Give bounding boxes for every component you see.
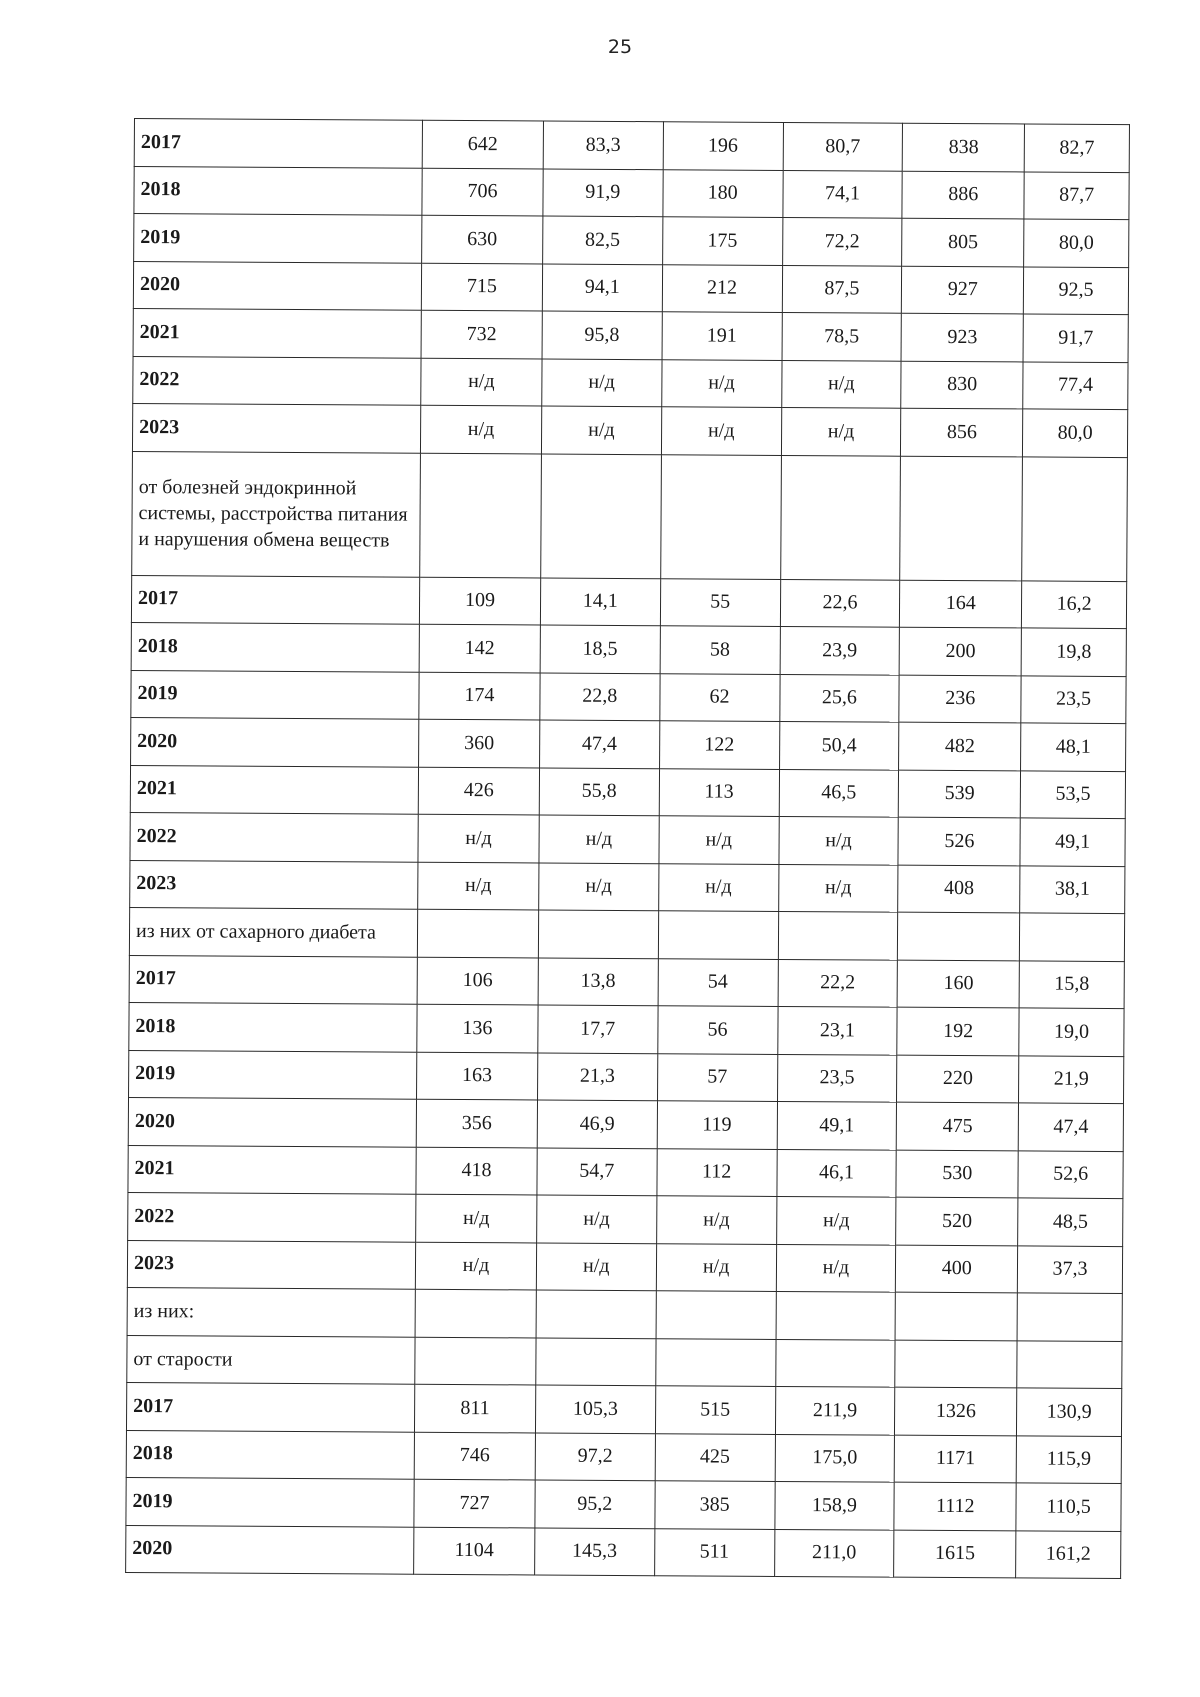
table-cell: 1112	[894, 1482, 1016, 1530]
table-cell: 48,1	[1021, 723, 1126, 771]
row-year-label: 2018	[131, 622, 419, 671]
table-cell: 74,1	[782, 170, 902, 218]
table-cell: 49,1	[1020, 818, 1125, 866]
table-row	[133, 308, 1128, 362]
row-year-label: 2018	[134, 166, 422, 215]
table-row	[130, 860, 1125, 914]
table-row	[131, 575, 1126, 629]
table-cell: 87,7	[1024, 171, 1129, 219]
table-cell: 856	[901, 408, 1023, 456]
table-cell: 174	[419, 672, 540, 720]
row-year-label: 2017	[131, 575, 419, 624]
table-cell: 630	[422, 215, 543, 263]
table-row	[133, 356, 1128, 410]
table-cell: 105,3	[535, 1385, 655, 1433]
table-cell: н/д	[541, 406, 661, 454]
table-cell: 95,8	[542, 311, 662, 359]
table-cell: 164	[900, 580, 1022, 628]
table-cell: 119	[657, 1101, 777, 1149]
table-cell: 732	[421, 310, 542, 358]
row-year-label: 2023	[127, 1240, 415, 1289]
table-cell: 55,8	[539, 767, 659, 815]
table-cell: 426	[418, 767, 539, 815]
table-row	[134, 166, 1129, 220]
table-row	[126, 1477, 1121, 1531]
table-cell: н/д	[658, 863, 778, 911]
row-year-label: 2019	[126, 1477, 414, 1526]
table-cell: 25,6	[779, 674, 899, 722]
row-year-label: 2018	[129, 1002, 417, 1051]
table-cell: 196	[663, 122, 783, 170]
table-row	[128, 1192, 1123, 1246]
table-cell: н/д	[661, 407, 781, 455]
table-cell: 57	[657, 1053, 777, 1101]
empty-cell	[780, 455, 901, 580]
table-cell: 80,7	[783, 122, 903, 170]
empty-cell	[658, 911, 778, 959]
section-row	[132, 451, 1128, 581]
table-row	[132, 403, 1127, 457]
table-cell: 106	[417, 957, 538, 1005]
table-cell: 115,9	[1016, 1435, 1121, 1483]
table-row	[131, 717, 1126, 771]
section-label: из них от сахарного диабета	[129, 907, 417, 956]
table-row	[131, 670, 1126, 724]
table-cell: н/д	[542, 358, 662, 406]
row-year-label: 2017	[126, 1382, 414, 1431]
table-cell: 220	[897, 1055, 1019, 1103]
row-year-label: 2021	[133, 308, 421, 357]
empty-cell	[778, 911, 898, 959]
table-cell: 94,1	[542, 263, 662, 311]
table-cell: н/д	[661, 359, 781, 407]
row-year-label: 2022	[128, 1192, 416, 1241]
table-row	[129, 955, 1124, 1009]
table-cell: 805	[902, 218, 1024, 266]
table-cell: 15,8	[1019, 960, 1124, 1008]
table-cell: 180	[663, 169, 783, 217]
table-cell: 38,1	[1020, 865, 1125, 913]
table-cell: 83,3	[543, 121, 663, 169]
table-cell: 23,9	[780, 626, 900, 674]
table-row	[130, 765, 1125, 819]
table-cell: 23,5	[777, 1054, 897, 1102]
table-cell: 161,2	[1016, 1530, 1121, 1578]
table-row	[126, 1525, 1121, 1579]
table-cell: 482	[899, 722, 1021, 770]
table-cell: 97,2	[535, 1432, 655, 1480]
table-cell: 91,9	[543, 168, 663, 216]
table-cell: 62	[660, 673, 780, 721]
table-cell: 19,0	[1019, 1008, 1124, 1056]
table-row	[127, 1240, 1122, 1294]
table-cell: 886	[902, 171, 1024, 219]
table-cell: 425	[655, 1433, 775, 1481]
empty-cell	[656, 1291, 776, 1339]
table-cell: 16,2	[1022, 580, 1127, 628]
table-cell: н/д	[415, 1242, 536, 1290]
table-cell: 408	[898, 865, 1020, 913]
empty-cell	[895, 1340, 1017, 1388]
table-cell: 515	[655, 1386, 775, 1434]
empty-cell	[655, 1338, 775, 1386]
table-row	[134, 214, 1129, 268]
row-year-label: 2022	[130, 812, 418, 861]
table-cell: 17,7	[538, 1005, 658, 1053]
empty-cell	[900, 456, 1023, 581]
table-cell: н/д	[776, 1196, 896, 1244]
row-year-label: 2017	[129, 955, 417, 1004]
table-cell: н/д	[659, 816, 779, 864]
table-cell: 236	[899, 675, 1021, 723]
table-cell: 14,1	[540, 577, 660, 625]
table-cell: 22,8	[540, 672, 660, 720]
table-cell: 838	[903, 123, 1025, 171]
empty-cell	[898, 912, 1020, 960]
table-row	[128, 1097, 1123, 1151]
table-cell: 1171	[895, 1435, 1017, 1483]
table-cell: 727	[414, 1479, 535, 1527]
table-cell: 46,1	[776, 1149, 896, 1197]
table-cell: н/д	[421, 358, 542, 406]
table-row	[129, 1002, 1124, 1056]
row-year-label: 2020	[131, 717, 419, 766]
table-cell: 80,0	[1023, 409, 1128, 457]
table-cell: 356	[416, 1099, 537, 1147]
row-year-label: 2021	[128, 1145, 416, 1194]
section-label: из них:	[127, 1287, 415, 1336]
table-cell: 715	[421, 263, 542, 311]
table-cell: н/д	[418, 862, 539, 910]
empty-cell	[415, 1337, 536, 1385]
table-cell: 360	[419, 719, 540, 767]
table-cell: н/д	[778, 816, 898, 864]
table-cell: 418	[416, 1147, 537, 1195]
table-cell: 23,1	[777, 1006, 897, 1054]
table-cell: 923	[901, 313, 1023, 361]
empty-cell	[415, 1289, 536, 1337]
table-cell: 160	[897, 960, 1019, 1008]
table-cell: 82,7	[1024, 124, 1129, 172]
table-row	[134, 119, 1129, 173]
table-cell: н/д	[539, 815, 659, 863]
table-cell: 175,0	[775, 1434, 895, 1482]
empty-cell	[775, 1339, 895, 1387]
table-cell: 110,5	[1016, 1483, 1121, 1531]
table-cell: 830	[901, 361, 1023, 409]
table-cell: 91,7	[1023, 314, 1128, 362]
section-row	[129, 907, 1124, 961]
table-cell: 112	[657, 1148, 777, 1196]
table-cell: 811	[414, 1384, 535, 1432]
row-year-label: 2020	[126, 1525, 414, 1574]
table-cell: 200	[899, 627, 1021, 675]
table-cell: 145,3	[534, 1527, 654, 1575]
table-cell: н/д	[418, 814, 539, 862]
table-cell: н/д	[781, 360, 901, 408]
table-cell: 520	[896, 1197, 1018, 1245]
table-cell: 56	[657, 1006, 777, 1054]
empty-cell	[1020, 913, 1125, 961]
table-cell: 211,9	[775, 1386, 895, 1434]
table-cell: 52,6	[1018, 1150, 1123, 1198]
table-cell: 526	[898, 817, 1020, 865]
table-row	[133, 261, 1128, 315]
section-row	[127, 1335, 1122, 1389]
table-cell: 136	[417, 1004, 538, 1052]
table-cell: 50,4	[779, 721, 899, 769]
statistics-table	[125, 118, 1130, 1579]
table-cell: 46,9	[537, 1100, 657, 1148]
table-cell: н/д	[416, 1194, 537, 1242]
table-row	[130, 812, 1125, 866]
row-year-label: 2020	[128, 1097, 416, 1146]
table-row	[131, 622, 1126, 676]
table-cell: 49,1	[777, 1101, 897, 1149]
row-year-label: 2022	[133, 356, 421, 405]
table-cell: 55	[660, 578, 780, 626]
table-cell: 539	[899, 770, 1021, 818]
table-cell: 58	[660, 626, 780, 674]
empty-cell	[1017, 1293, 1122, 1341]
table-cell: 158,9	[774, 1481, 894, 1529]
row-year-label: 2017	[134, 119, 422, 168]
table-cell: 22,6	[780, 579, 900, 627]
table-cell: 80,0	[1024, 219, 1129, 267]
table-cell: 122	[659, 721, 779, 769]
table-cell: 37,3	[1018, 1245, 1123, 1293]
table-cell: н/д	[778, 864, 898, 912]
table-cell: 530	[896, 1150, 1018, 1198]
table-cell: 21,3	[537, 1052, 657, 1100]
table-cell: н/д	[536, 1195, 656, 1243]
table-cell: 191	[662, 312, 782, 360]
table-cell: 54,7	[537, 1147, 657, 1195]
row-year-label: 2019	[129, 1050, 417, 1099]
table-cell: 475	[897, 1102, 1019, 1150]
table-cell: 82,5	[542, 216, 662, 264]
table-cell: 22,2	[778, 959, 898, 1007]
section-row	[127, 1287, 1122, 1341]
table-cell: 130,9	[1017, 1388, 1122, 1436]
table-cell: 78,5	[782, 312, 902, 360]
table-cell: 1615	[894, 1530, 1016, 1578]
empty-cell	[536, 1337, 656, 1385]
table-cell: 95,2	[535, 1480, 655, 1528]
empty-cell	[895, 1292, 1017, 1340]
table-cell: н/д	[781, 407, 901, 455]
empty-cell	[420, 453, 542, 578]
table-cell: 163	[417, 1052, 538, 1100]
table-cell: 927	[902, 266, 1024, 314]
table-cell: 53,5	[1020, 770, 1125, 818]
table-cell: 21,9	[1019, 1055, 1124, 1103]
table-cell: 706	[422, 168, 543, 216]
table-cell: 211,0	[774, 1529, 894, 1577]
section-label: от болезней эндокринной системы, расстройства питания и нарушения обмена веществ	[132, 451, 421, 577]
table-cell: н/д	[420, 405, 541, 453]
row-year-label: 2021	[130, 765, 418, 814]
table-cell: 47,4	[1018, 1103, 1123, 1151]
table-cell: 54	[658, 958, 778, 1006]
empty-cell	[776, 1291, 896, 1339]
table-body	[126, 119, 1130, 1579]
empty-cell	[541, 453, 662, 578]
empty-cell	[417, 909, 538, 957]
table-cell: 19,8	[1021, 628, 1126, 676]
row-year-label: 2019	[134, 214, 422, 263]
table-cell: н/д	[656, 1196, 776, 1244]
table-cell: 113	[659, 768, 779, 816]
table-cell: 1326	[895, 1387, 1017, 1435]
table-cell: 212	[662, 264, 782, 312]
empty-cell	[536, 1290, 656, 1338]
table-cell: 87,5	[782, 265, 902, 313]
table-cell: н/д	[656, 1243, 776, 1291]
table-cell: 175	[662, 217, 782, 265]
table-cell: 47,4	[539, 720, 659, 768]
table-cell: 746	[414, 1432, 535, 1480]
table-row	[129, 1050, 1124, 1104]
row-year-label: 2019	[131, 670, 419, 719]
page-number: 25	[607, 36, 633, 58]
row-year-label: 2018	[126, 1430, 414, 1479]
table-cell: 642	[422, 120, 543, 168]
empty-cell	[1022, 456, 1128, 581]
table-cell: 142	[419, 624, 540, 672]
table-row	[126, 1430, 1121, 1484]
table-cell: 18,5	[540, 625, 660, 673]
row-year-label: 2023	[132, 403, 420, 452]
table-row	[126, 1382, 1121, 1436]
table-cell: 77,4	[1023, 361, 1128, 409]
empty-cell	[660, 454, 781, 579]
table-cell: 385	[655, 1481, 775, 1529]
row-year-label: 2023	[130, 860, 418, 909]
table-cell: 192	[897, 1007, 1019, 1055]
table-cell: 48,5	[1018, 1198, 1123, 1246]
empty-cell	[1017, 1340, 1122, 1388]
table-cell: н/д	[776, 1244, 896, 1292]
table-cell: 1104	[414, 1527, 535, 1575]
table-cell: н/д	[539, 862, 659, 910]
table-cell: 511	[654, 1528, 774, 1576]
table-row	[128, 1145, 1123, 1199]
table-cell: 23,5	[1021, 675, 1126, 723]
table-cell: 400	[896, 1245, 1018, 1293]
table-cell: 109	[419, 577, 540, 625]
table-cell: 13,8	[538, 957, 658, 1005]
table-cell: н/д	[536, 1242, 656, 1290]
table-cell: 92,5	[1024, 266, 1129, 314]
table-cell: 46,5	[779, 769, 899, 817]
section-label: от старости	[127, 1335, 415, 1384]
empty-cell	[538, 910, 658, 958]
row-year-label: 2020	[133, 261, 421, 310]
table-cell: 72,2	[782, 217, 902, 265]
